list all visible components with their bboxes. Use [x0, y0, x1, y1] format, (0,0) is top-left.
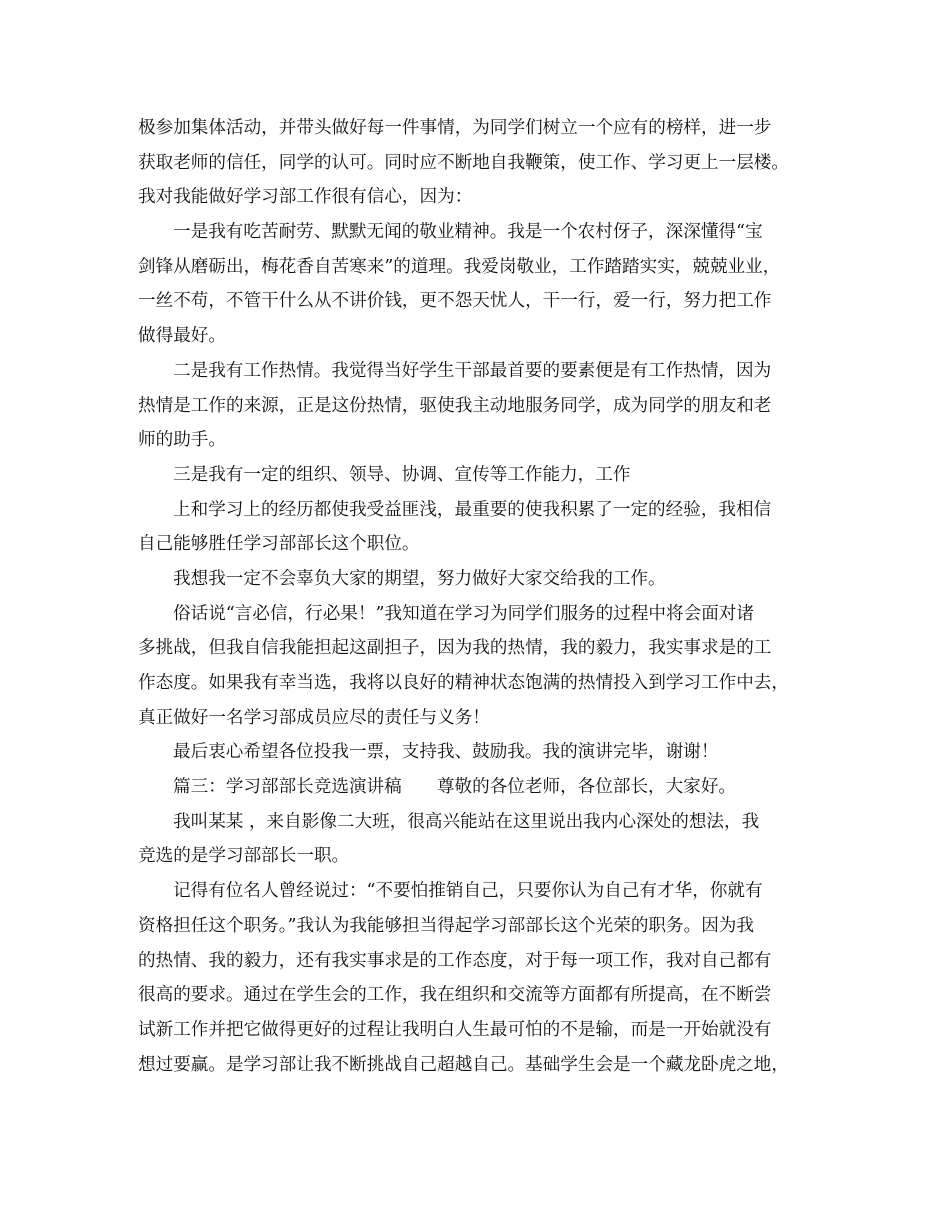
text-line: 多挑战，但我自信我能担起这副担子，因为我的热情，我的毅力，我实事求是的工	[138, 638, 772, 659]
text-line: 一丝不苟，不管干什么从不讲价钱，更不怨天忧人，干一行，爱一行，努力把工作	[138, 291, 772, 312]
text-line: 剑锋从磨砺出，梅花香自苦寒来”的道理。我爱岗敬业，工作踏踏实实，兢兢业业，	[138, 256, 781, 277]
text-line: 做得最好。	[138, 326, 226, 347]
text-line: 作态度。如果我有幸当选，我将以良好的精神状态饱满的热情投入到学习工作中去，	[138, 673, 789, 693]
text-line: 一是我有吃苦耐劳、默默无闻的敬业精神。我是一个农村伢子，深深懂得“宝	[173, 222, 763, 243]
text-line: 想过要赢。是学习部让我不断挑战自己超越自己。基础学生会是一个藏龙卧虎之地，	[138, 1054, 789, 1075]
text-line: 获取老师的信任，同学的认可。同时应不断地自我鞭策，使工作、学习更上一层楼。	[138, 152, 789, 173]
text-line: 三是我有一定的组织、领导、协调、宣传等工作能力，工作	[173, 464, 631, 485]
text-line: 我对我能做好学习部工作很有信心，因为：	[138, 187, 473, 208]
text-line: 我想我一定不会辜负大家的期望，努力做好大家交给我的工作。	[173, 568, 666, 589]
text-line: 竞选的是学习部部长一职。	[138, 846, 350, 867]
text-line: 最后衷心希望各位投我一票，支持我、鼓励我。我的演讲完毕，谢谢！	[173, 742, 719, 763]
document-body	[138, 111, 828, 1082]
text-line: 极参加集体活动，并带头做好每一件事情，为同学们树立一个应有的榜样，进一步	[138, 118, 772, 138]
text-line: 的热情、我的毅力，还有我实事求是的工作态度，对于每一项工作，我对自己都有	[138, 950, 772, 971]
text-line: 上和学习上的经历都使我受益匪浅，最重要的使我积累了一定的经验，我相信	[173, 499, 772, 520]
text-line: 篇三：学习部部长竞选演讲稿 尊敬的各位老师，各位部长，大家好。	[173, 777, 737, 798]
text-line: 记得有位名人曾经说过：“不要怕推销自己，只要你认为自己有才华，你就有	[173, 881, 763, 902]
text-line: 真正做好一名学习部成员应尽的责任与义务！	[138, 707, 490, 728]
text-line: 师的助手。	[138, 430, 226, 451]
text-line: 二是我有工作热情。我觉得当好学生干部最首要的要素便是有工作热情，因为	[173, 360, 772, 381]
text-line: 自己能够胜任学习部部长这个职位。	[138, 534, 420, 555]
text-line: 很高的要求。通过在学生会的工作，我在组织和交流等方面都有所提高，在不断尝	[138, 985, 772, 1006]
text-line: 资格担任这个职务。”我认为我能够担当得起学习部部长这个光荣的职务。因为我	[138, 915, 754, 936]
text-line: 俗话说“言必信，行必果！”我知道在学习为同学们服务的过程中将会面对诸	[173, 603, 754, 624]
text-line: 试新工作并把它做得更好的过程让我明白人生最可怕的不是输，而是一开始就没有	[138, 1019, 772, 1040]
text-line: 热情是工作的来源，正是这份热情，驱使我主动地服务同学，成为同学的朋友和老	[138, 395, 772, 416]
text-line: 我叫某某 ，来自影像二大班，很高兴能站在这里说出我内心深处的想法，我	[173, 811, 760, 832]
